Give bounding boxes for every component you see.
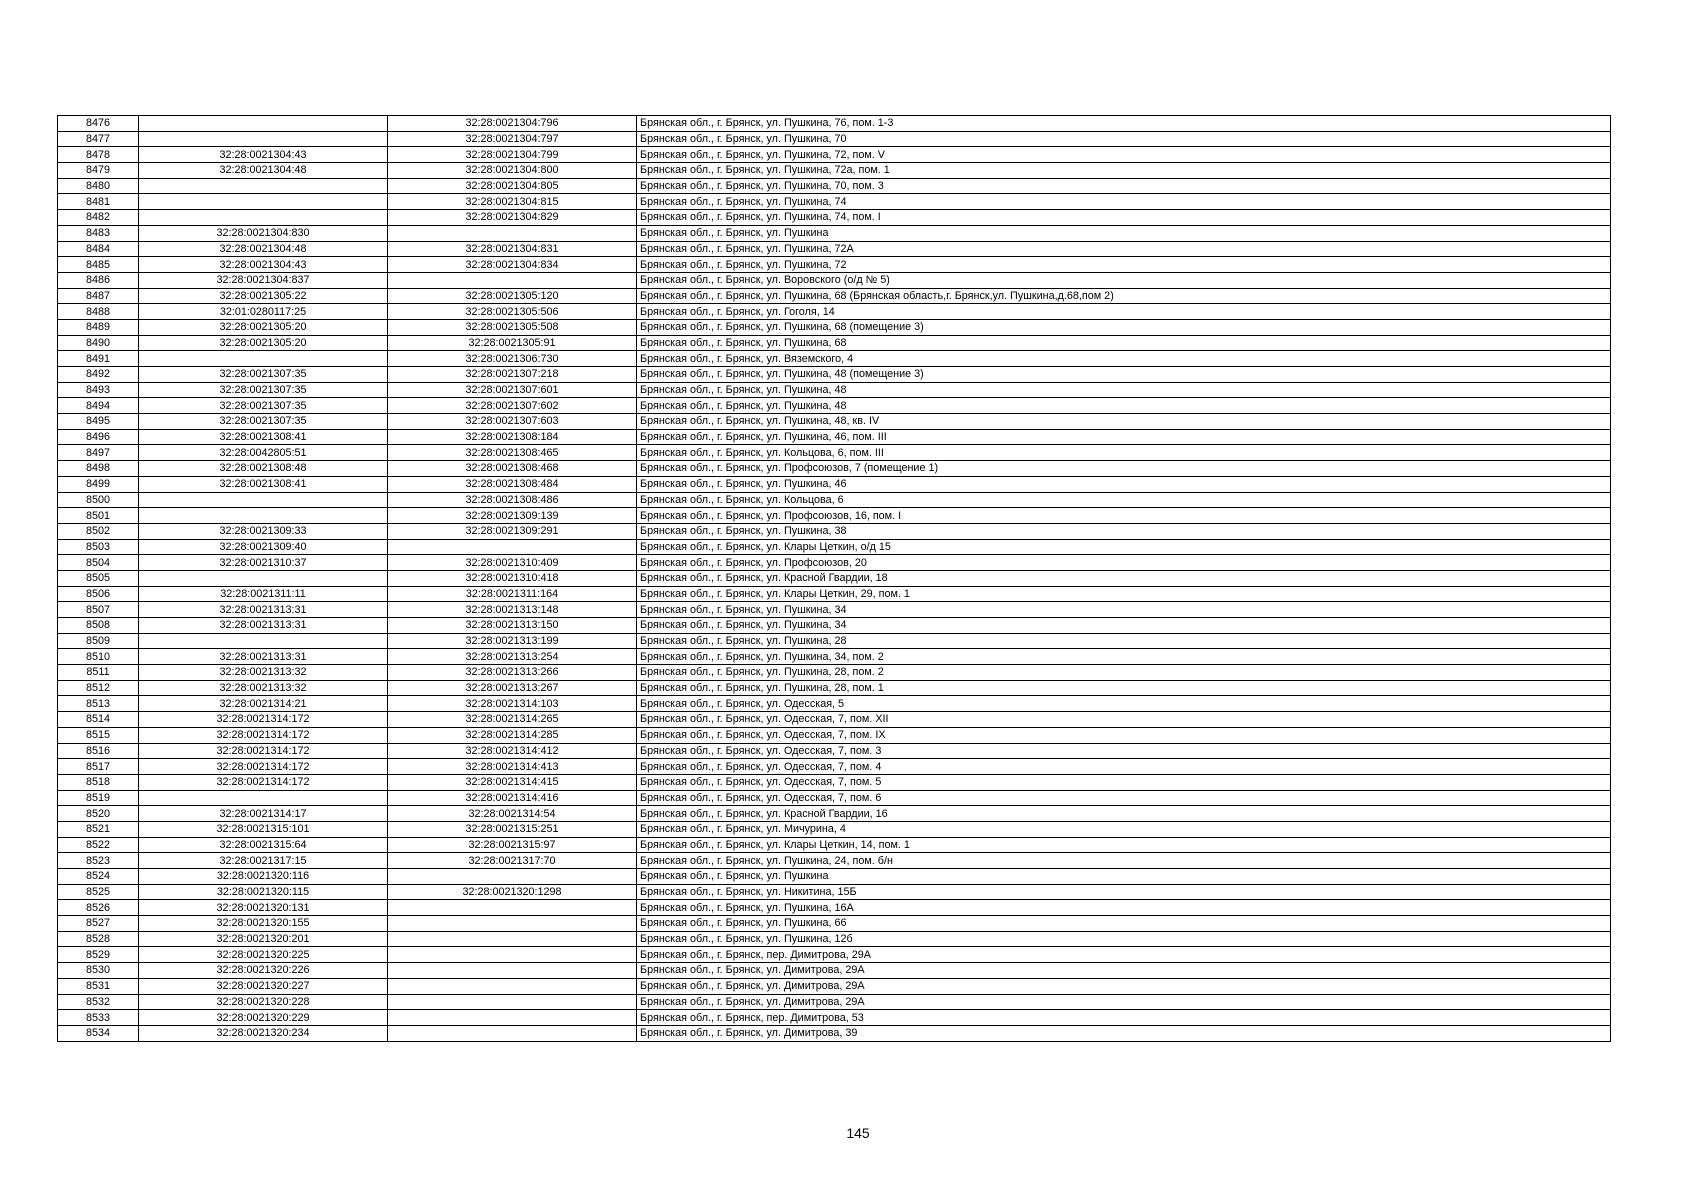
parent-cadastral-number-cell: 32:28:0021320:225: [139, 947, 388, 963]
table-row: [58, 994, 1611, 1010]
row-number-cell: 8513: [58, 696, 139, 712]
address-cell: Брянская обл., г. Брянск, ул. Пушкина, 28, пом. 1: [637, 680, 1611, 696]
address-cell: Брянская обл., г. Брянск, ул. Димитрова, 29А: [637, 963, 1611, 979]
cadastral-number-cell: 32:28:0021317:70: [388, 853, 637, 869]
address-cell: Брянская обл., г. Брянск, ул. Красной Гвардии, 18: [637, 570, 1611, 586]
address-cell: Брянская обл., г. Брянск, ул. Пушкина: [637, 225, 1611, 241]
row-number-cell: 8531: [58, 978, 139, 994]
address-cell: Брянская обл., г. Брянск, ул. Никитина, 15Б: [637, 884, 1611, 900]
address-cell: Брянская обл., г. Брянск, ул. Пушкина, 74, пом. I: [637, 210, 1611, 226]
cadastral-number-cell: 32:28:0021320:1298: [388, 884, 637, 900]
table-row: [58, 178, 1611, 194]
table-row: [58, 476, 1611, 492]
row-number-cell: 8491: [58, 351, 139, 367]
address-cell: Брянская обл., г. Брянск, ул. Пушкина, 24, пом. б/н: [637, 853, 1611, 869]
row-number-cell: 8509: [58, 633, 139, 649]
parent-cadastral-number-cell: 32:28:0021320:234: [139, 1025, 388, 1041]
table-row: [58, 743, 1611, 759]
row-number-cell: 8486: [58, 272, 139, 288]
row-number-cell: 8527: [58, 916, 139, 932]
table-row: [58, 853, 1611, 869]
parent-cadastral-number-cell: 32:28:0021315:64: [139, 837, 388, 853]
parent-cadastral-number-cell: [139, 116, 388, 132]
cadastral-number-cell: 32:28:0021307:601: [388, 382, 637, 398]
table-row: [58, 414, 1611, 430]
cadastral-number-cell: 32:28:0021304:800: [388, 163, 637, 179]
cadastral-number-cell: 32:28:0021308:486: [388, 492, 637, 508]
parent-cadastral-number-cell: 32:28:0021314:172: [139, 743, 388, 759]
address-cell: Брянская обл., г. Брянск, ул. Пушкина, 66: [637, 916, 1611, 932]
parent-cadastral-number-cell: 32:28:0021307:35: [139, 382, 388, 398]
parent-cadastral-number-cell: 32:28:0021304:43: [139, 147, 388, 163]
table-row: [58, 665, 1611, 681]
parent-cadastral-number-cell: [139, 492, 388, 508]
row-number-cell: 8480: [58, 178, 139, 194]
table-row: [58, 884, 1611, 900]
address-cell: Брянская обл., г. Брянск, ул. Пушкина, 68: [637, 335, 1611, 351]
table-row: [58, 1010, 1611, 1026]
parent-cadastral-number-cell: [139, 194, 388, 210]
cadastral-number-cell: [388, 1025, 637, 1041]
cadastral-number-cell: 32:28:0021311:164: [388, 586, 637, 602]
row-number-cell: 8524: [58, 869, 139, 885]
table-row: [58, 978, 1611, 994]
table-row: [58, 194, 1611, 210]
row-number-cell: 8497: [58, 445, 139, 461]
row-number-cell: 8477: [58, 131, 139, 147]
cadastral-number-cell: [388, 272, 637, 288]
table-row: [58, 963, 1611, 979]
row-number-cell: 8499: [58, 476, 139, 492]
table-row: [58, 319, 1611, 335]
table-row: [58, 382, 1611, 398]
table-row: [58, 272, 1611, 288]
row-number-cell: 8520: [58, 806, 139, 822]
table-row: [58, 947, 1611, 963]
parent-cadastral-number-cell: 32:28:0021308:48: [139, 461, 388, 477]
address-cell: Брянская обл., г. Брянск, ул. Димитрова, 39: [637, 1025, 1611, 1041]
row-number-cell: 8494: [58, 398, 139, 414]
cadastral-number-cell: 32:28:0021314:285: [388, 727, 637, 743]
address-cell: Брянская обл., г. Брянск, ул. Профсоюзов, 20: [637, 555, 1611, 571]
table-row: [58, 508, 1611, 524]
parent-cadastral-number-cell: 32:28:0021320:229: [139, 1010, 388, 1026]
address-cell: Брянская обл., г. Брянск, ул. Пушкина, 76, пом. 1-3: [637, 116, 1611, 132]
cadastral-number-cell: 32:28:0021308:484: [388, 476, 637, 492]
row-number-cell: 8485: [58, 257, 139, 273]
row-number-cell: 8481: [58, 194, 139, 210]
address-cell: Брянская обл., г. Брянск, ул. Пушкина, 72: [637, 257, 1611, 273]
page-number: 145: [846, 1125, 870, 1141]
parent-cadastral-number-cell: [139, 210, 388, 226]
table-row: [58, 696, 1611, 712]
address-cell: Брянская обл., г. Брянск, ул. Гоголя, 14: [637, 304, 1611, 320]
row-number-cell: 8507: [58, 602, 139, 618]
parent-cadastral-number-cell: 32:01:0280117:25: [139, 304, 388, 320]
row-number-cell: 8498: [58, 461, 139, 477]
address-cell: Брянская обл., г. Брянск, ул. Димитрова, 29А: [637, 978, 1611, 994]
cadastral-number-cell: 32:28:0021304:797: [388, 131, 637, 147]
address-cell: Брянская обл., г. Брянск, ул. Пушкина, 38: [637, 523, 1611, 539]
cadastral-number-cell: 32:28:0021304:831: [388, 241, 637, 257]
address-cell: Брянская обл., г. Брянск, ул. Кольцова, 6, пом. III: [637, 445, 1611, 461]
address-cell: Брянская обл., г. Брянск, ул. Пушкина, 28: [637, 633, 1611, 649]
address-cell: Брянская обл., г. Брянск, ул. Пушкина, 48 (помещение 3): [637, 367, 1611, 383]
address-cell: Брянская обл., г. Брянск, ул. Одесская, 7, пом. 4: [637, 759, 1611, 775]
row-number-cell: 8514: [58, 712, 139, 728]
row-number-cell: 8478: [58, 147, 139, 163]
parent-cadastral-number-cell: 32:28:0021314:172: [139, 727, 388, 743]
address-cell: Брянская обл., г. Брянск, ул. Пушкина: [637, 869, 1611, 885]
parent-cadastral-number-cell: 32:28:0021305:20: [139, 319, 388, 335]
parent-cadastral-number-cell: 32:28:0021307:35: [139, 414, 388, 430]
parent-cadastral-number-cell: 32:28:0042805:51: [139, 445, 388, 461]
parent-cadastral-number-cell: 32:28:0021320:131: [139, 900, 388, 916]
table-row: [58, 931, 1611, 947]
table-row: [58, 210, 1611, 226]
cadastral-number-cell: [388, 869, 637, 885]
parent-cadastral-number-cell: 32:28:0021320:116: [139, 869, 388, 885]
parent-cadastral-number-cell: 32:28:0021304:48: [139, 163, 388, 179]
parent-cadastral-number-cell: 32:28:0021313:32: [139, 680, 388, 696]
table-row: [58, 869, 1611, 885]
table-row: [58, 774, 1611, 790]
parent-cadastral-number-cell: 32:28:0021313:31: [139, 649, 388, 665]
row-number-cell: 8518: [58, 774, 139, 790]
address-cell: Брянская обл., г. Брянск, ул. Пушкина, 16А: [637, 900, 1611, 916]
address-cell: Брянская обл., г. Брянск, ул. Красной Гвардии, 16: [637, 806, 1611, 822]
cadastral-number-cell: 32:28:0021308:465: [388, 445, 637, 461]
table-row: [58, 759, 1611, 775]
row-number-cell: 8505: [58, 570, 139, 586]
parent-cadastral-number-cell: 32:28:0021309:40: [139, 539, 388, 555]
cadastral-number-cell: 32:28:0021304:834: [388, 257, 637, 273]
row-number-cell: 8512: [58, 680, 139, 696]
row-number-cell: 8519: [58, 790, 139, 806]
row-number-cell: 8522: [58, 837, 139, 853]
address-cell: Брянская обл., г. Брянск, ул. Пушкина, 12б: [637, 931, 1611, 947]
cadastral-number-cell: [388, 963, 637, 979]
row-number-cell: 8516: [58, 743, 139, 759]
parent-cadastral-number-cell: 32:28:0021304:837: [139, 272, 388, 288]
cadastral-number-cell: 32:28:0021314:265: [388, 712, 637, 728]
table-row: [58, 900, 1611, 916]
parent-cadastral-number-cell: 32:28:0021313:31: [139, 602, 388, 618]
parent-cadastral-number-cell: 32:28:0021313:31: [139, 618, 388, 634]
address-cell: Брянская обл., г. Брянск, ул. Клары Цеткин, 29, пом. 1: [637, 586, 1611, 602]
cadastral-number-cell: 32:28:0021307:603: [388, 414, 637, 430]
row-number-cell: 8483: [58, 225, 139, 241]
row-number-cell: 8489: [58, 319, 139, 335]
parent-cadastral-number-cell: 32:28:0021305:20: [139, 335, 388, 351]
address-cell: Брянская обл., г. Брянск, ул. Одесская, 7, пом. 6: [637, 790, 1611, 806]
cadastral-number-cell: 32:28:0021314:412: [388, 743, 637, 759]
parent-cadastral-number-cell: [139, 570, 388, 586]
table-row: [58, 461, 1611, 477]
cadastral-number-cell: 32:28:0021309:139: [388, 508, 637, 524]
cadastral-number-cell: [388, 1010, 637, 1026]
cadastral-number-cell: 32:28:0021306:730: [388, 351, 637, 367]
parent-cadastral-number-cell: 32:28:0021320:226: [139, 963, 388, 979]
address-cell: Брянская обл., г. Брянск, ул. Пушкина, 72а, пом. 1: [637, 163, 1611, 179]
table-row: [58, 147, 1611, 163]
address-cell: Брянская обл., г. Брянск, ул. Одесская, 7, пом. 3: [637, 743, 1611, 759]
parent-cadastral-number-cell: 32:28:0021308:41: [139, 476, 388, 492]
cadastral-number-cell: [388, 539, 637, 555]
parent-cadastral-number-cell: 32:28:0021308:41: [139, 429, 388, 445]
cadastral-number-cell: 32:28:0021308:468: [388, 461, 637, 477]
row-number-cell: 8503: [58, 539, 139, 555]
row-number-cell: 8501: [58, 508, 139, 524]
parent-cadastral-number-cell: 32:28:0021307:35: [139, 398, 388, 414]
parent-cadastral-number-cell: 32:28:0021314:172: [139, 774, 388, 790]
registry-table: [57, 115, 1611, 1042]
address-cell: Брянская обл., г. Брянск, ул. Пушкина, 48: [637, 382, 1611, 398]
row-number-cell: 8517: [58, 759, 139, 775]
parent-cadastral-number-cell: [139, 508, 388, 524]
row-number-cell: 8484: [58, 241, 139, 257]
address-cell: Брянская обл., г. Брянск, ул. Кольцова, 6: [637, 492, 1611, 508]
parent-cadastral-number-cell: 32:28:0021314:172: [139, 712, 388, 728]
cadastral-number-cell: 32:28:0021308:184: [388, 429, 637, 445]
row-number-cell: 8515: [58, 727, 139, 743]
table-row: [58, 602, 1611, 618]
address-cell: Брянская обл., г. Брянск, ул. Одесская, 7, пом. 5: [637, 774, 1611, 790]
cadastral-number-cell: 32:28:0021304:796: [388, 116, 637, 132]
address-cell: Брянская обл., г. Брянск, ул. Пушкина, 68 (помещение 3): [637, 319, 1611, 335]
parent-cadastral-number-cell: 32:28:0021320:115: [139, 884, 388, 900]
table-row: [58, 257, 1611, 273]
cadastral-number-cell: [388, 225, 637, 241]
row-number-cell: 8534: [58, 1025, 139, 1041]
parent-cadastral-number-cell: 32:28:0021313:32: [139, 665, 388, 681]
address-cell: Брянская обл., г. Брянск, ул. Пушкина, 48, кв. IV: [637, 414, 1611, 430]
address-cell: Брянская обл., г. Брянск, пер. Димитрова, 53: [637, 1010, 1611, 1026]
parent-cadastral-number-cell: 32:28:0021309:33: [139, 523, 388, 539]
table-row: [58, 837, 1611, 853]
address-cell: Брянская обл., г. Брянск, ул. Пушкина, 34, пом. 2: [637, 649, 1611, 665]
cadastral-number-cell: [388, 994, 637, 1010]
row-number-cell: 8476: [58, 116, 139, 132]
cadastral-number-cell: 32:28:0021304:799: [388, 147, 637, 163]
table-row: [58, 288, 1611, 304]
row-number-cell: 8529: [58, 947, 139, 963]
cadastral-number-cell: [388, 978, 637, 994]
table-row: [58, 555, 1611, 571]
parent-cadastral-number-cell: 32:28:0021305:22: [139, 288, 388, 304]
cadastral-number-cell: 32:28:0021313:150: [388, 618, 637, 634]
row-number-cell: 8500: [58, 492, 139, 508]
table-row: [58, 790, 1611, 806]
address-cell: Брянская обл., г. Брянск, ул. Пушкина, 34: [637, 602, 1611, 618]
row-number-cell: 8523: [58, 853, 139, 869]
parent-cadastral-number-cell: 32:28:0021314:21: [139, 696, 388, 712]
parent-cadastral-number-cell: 32:28:0021317:15: [139, 853, 388, 869]
cadastral-number-cell: [388, 931, 637, 947]
row-number-cell: 8502: [58, 523, 139, 539]
row-number-cell: 8506: [58, 586, 139, 602]
table-row: [58, 1025, 1611, 1041]
cadastral-number-cell: 32:28:0021313:266: [388, 665, 637, 681]
table-row: [58, 241, 1611, 257]
table-row: [58, 335, 1611, 351]
table-row: [58, 523, 1611, 539]
parent-cadastral-number-cell: 32:28:0021307:35: [139, 367, 388, 383]
row-number-cell: 8525: [58, 884, 139, 900]
cadastral-number-cell: 32:28:0021310:409: [388, 555, 637, 571]
table-row: [58, 304, 1611, 320]
address-cell: Брянская обл., г. Брянск, ул. Пушкина, 28, пом. 2: [637, 665, 1611, 681]
table-row: [58, 916, 1611, 932]
address-cell: Брянская обл., г. Брянск, ул. Клары Цеткин, о/д 15: [637, 539, 1611, 555]
table-row: [58, 821, 1611, 837]
table-row: [58, 398, 1611, 414]
row-number-cell: 8479: [58, 163, 139, 179]
address-cell: Брянская обл., г. Брянск, ул. Вяземского, 4: [637, 351, 1611, 367]
row-number-cell: 8493: [58, 382, 139, 398]
row-number-cell: 8508: [58, 618, 139, 634]
table-body: [58, 116, 1611, 1042]
cadastral-number-cell: 32:28:0021305:120: [388, 288, 637, 304]
table-row: [58, 225, 1611, 241]
row-number-cell: 8487: [58, 288, 139, 304]
table-row: [58, 649, 1611, 665]
address-cell: Брянская обл., г. Брянск, ул. Пушкина, 72, пом. V: [637, 147, 1611, 163]
row-number-cell: 8496: [58, 429, 139, 445]
table-row: [58, 492, 1611, 508]
cadastral-number-cell: 32:28:0021314:413: [388, 759, 637, 775]
parent-cadastral-number-cell: 32:28:0021304:48: [139, 241, 388, 257]
parent-cadastral-number-cell: 32:28:0021304:43: [139, 257, 388, 273]
table-row: [58, 680, 1611, 696]
row-number-cell: 8533: [58, 1010, 139, 1026]
cadastral-number-cell: [388, 947, 637, 963]
cadastral-number-cell: 32:28:0021313:199: [388, 633, 637, 649]
row-number-cell: 8530: [58, 963, 139, 979]
address-cell: Брянская обл., г. Брянск, ул. Пушкина, 46, пом. III: [637, 429, 1611, 445]
cadastral-number-cell: [388, 900, 637, 916]
cadastral-number-cell: 32:28:0021313:254: [388, 649, 637, 665]
cadastral-number-cell: 32:28:0021305:506: [388, 304, 637, 320]
row-number-cell: 8511: [58, 665, 139, 681]
table-row: [58, 570, 1611, 586]
table-row: [58, 727, 1611, 743]
cadastral-number-cell: 32:28:0021305:91: [388, 335, 637, 351]
parent-cadastral-number-cell: 32:28:0021320:228: [139, 994, 388, 1010]
table-row: [58, 445, 1611, 461]
parent-cadastral-number-cell: [139, 131, 388, 147]
parent-cadastral-number-cell: 32:28:0021314:172: [139, 759, 388, 775]
address-cell: Брянская обл., г. Брянск, ул. Пушкина, 72А: [637, 241, 1611, 257]
table-row: [58, 586, 1611, 602]
row-number-cell: 8490: [58, 335, 139, 351]
parent-cadastral-number-cell: 32:28:0021320:155: [139, 916, 388, 932]
cadastral-number-cell: 32:28:0021313:267: [388, 680, 637, 696]
row-number-cell: 8521: [58, 821, 139, 837]
cadastral-number-cell: 32:28:0021307:602: [388, 398, 637, 414]
parent-cadastral-number-cell: 32:28:0021320:201: [139, 931, 388, 947]
address-cell: Брянская обл., г. Брянск, ул. Пушкина, 70, пом. 3: [637, 178, 1611, 194]
row-number-cell: 8492: [58, 367, 139, 383]
row-number-cell: 8528: [58, 931, 139, 947]
table-row: [58, 367, 1611, 383]
table-row: [58, 806, 1611, 822]
cadastral-number-cell: 32:28:0021314:416: [388, 790, 637, 806]
row-number-cell: 8488: [58, 304, 139, 320]
cadastral-number-cell: 32:28:0021304:815: [388, 194, 637, 210]
parent-cadastral-number-cell: 32:28:0021311:11: [139, 586, 388, 602]
cadastral-number-cell: 32:28:0021315:97: [388, 837, 637, 853]
parent-cadastral-number-cell: 32:28:0021310:37: [139, 555, 388, 571]
table-row: [58, 712, 1611, 728]
address-cell: Брянская обл., г. Брянск, ул. Одесская, 5: [637, 696, 1611, 712]
cadastral-number-cell: 32:28:0021315:251: [388, 821, 637, 837]
parent-cadastral-number-cell: [139, 633, 388, 649]
parent-cadastral-number-cell: [139, 790, 388, 806]
address-cell: Брянская обл., г. Брянск, ул. Одесская, 7, пом. IX: [637, 727, 1611, 743]
cadastral-number-cell: 32:28:0021304:829: [388, 210, 637, 226]
cadastral-number-cell: 32:28:0021313:148: [388, 602, 637, 618]
parent-cadastral-number-cell: [139, 351, 388, 367]
address-cell: Брянская обл., г. Брянск, ул. Пушкина, 46: [637, 476, 1611, 492]
cadastral-number-cell: 32:28:0021310:418: [388, 570, 637, 586]
address-cell: Брянская обл., г. Брянск, ул. Профсоюзов, 16, пом. I: [637, 508, 1611, 524]
address-cell: Брянская обл., г. Брянск, ул. Одесская, 7, пом. XII: [637, 712, 1611, 728]
parent-cadastral-number-cell: [139, 178, 388, 194]
table-row: [58, 618, 1611, 634]
address-cell: Брянская обл., г. Брянск, ул. Пушкина, 70: [637, 131, 1611, 147]
cadastral-number-cell: 32:28:0021309:291: [388, 523, 637, 539]
table-row: [58, 163, 1611, 179]
address-cell: Брянская обл., г. Брянск, ул. Клары Цеткин, 14, пом. 1: [637, 837, 1611, 853]
row-number-cell: 8495: [58, 414, 139, 430]
address-cell: Брянская обл., г. Брянск, ул. Мичурина, 4: [637, 821, 1611, 837]
parent-cadastral-number-cell: 32:28:0021320:227: [139, 978, 388, 994]
parent-cadastral-number-cell: 32:28:0021315:101: [139, 821, 388, 837]
cadastral-number-cell: [388, 916, 637, 932]
address-cell: Брянская обл., г. Брянск, ул. Профсоюзов, 7 (помещение 1): [637, 461, 1611, 477]
table-row: [58, 116, 1611, 132]
cadastral-number-cell: 32:28:0021314:415: [388, 774, 637, 790]
address-cell: Брянская обл., г. Брянск, ул. Пушкина, 34: [637, 618, 1611, 634]
row-number-cell: 8482: [58, 210, 139, 226]
row-number-cell: 8526: [58, 900, 139, 916]
table-row: [58, 633, 1611, 649]
parent-cadastral-number-cell: 32:28:0021314:17: [139, 806, 388, 822]
table-row: [58, 131, 1611, 147]
table-row: [58, 429, 1611, 445]
address-cell: Брянская обл., г. Брянск, ул. Димитрова, 29А: [637, 994, 1611, 1010]
table-row: [58, 351, 1611, 367]
parent-cadastral-number-cell: 32:28:0021304:830: [139, 225, 388, 241]
address-cell: Брянская обл., г. Брянск, ул. Пушкина, 68 (Брянская область,г. Брянск,ул. Пушкина,д.68,пом 2): [637, 288, 1611, 304]
cadastral-number-cell: 32:28:0021314:54: [388, 806, 637, 822]
cadastral-number-cell: 32:28:0021305:508: [388, 319, 637, 335]
row-number-cell: 8510: [58, 649, 139, 665]
row-number-cell: 8504: [58, 555, 139, 571]
address-cell: Брянская обл., г. Брянск, пер. Димитрова, 29А: [637, 947, 1611, 963]
cadastral-number-cell: 32:28:0021307:218: [388, 367, 637, 383]
row-number-cell: 8532: [58, 994, 139, 1010]
address-cell: Брянская обл., г. Брянск, ул. Воровского (о/д № 5): [637, 272, 1611, 288]
cadastral-number-cell: 32:28:0021304:805: [388, 178, 637, 194]
table-row: [58, 539, 1611, 555]
cadastral-number-cell: 32:28:0021314:103: [388, 696, 637, 712]
address-cell: Брянская обл., г. Брянск, ул. Пушкина, 48: [637, 398, 1611, 414]
address-cell: Брянская обл., г. Брянск, ул. Пушкина, 74: [637, 194, 1611, 210]
